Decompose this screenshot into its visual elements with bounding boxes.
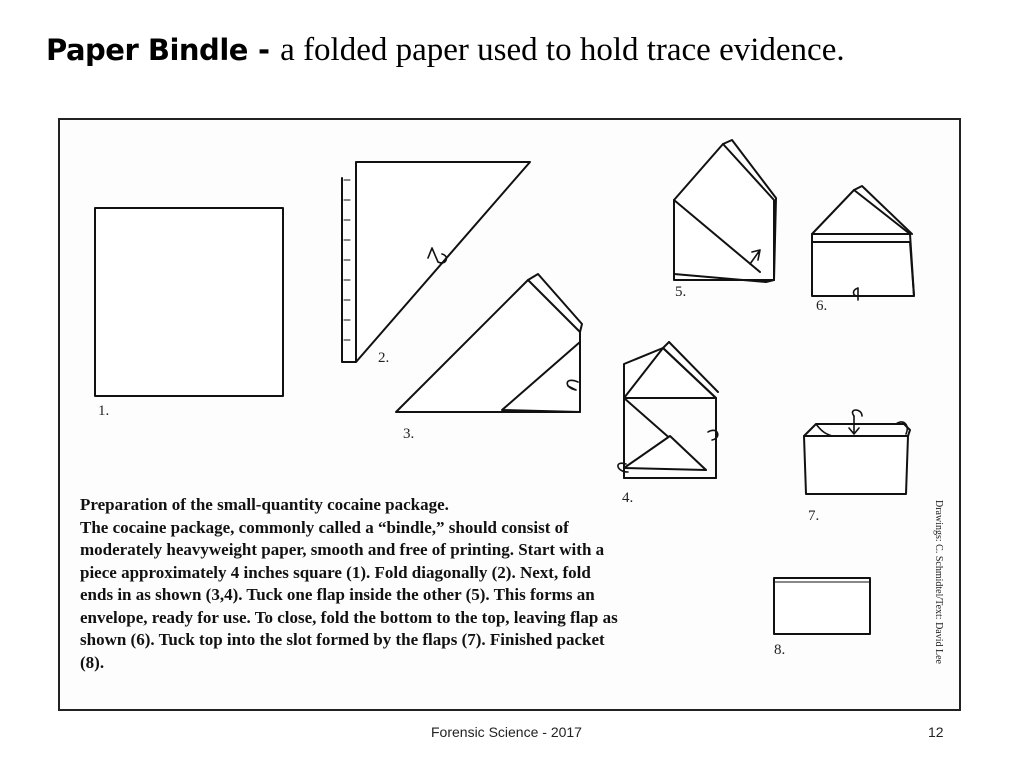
bindle-folding-figure [58, 118, 961, 711]
caption-body: The cocaine package, commonly called a “bindle,” should consist of moderately heavyweight paper, smooth and free of printing. Start with a piece approximately 4 inches square (1). Fold diagonally (2). Next, fold ends in as shown (3,4). Tuck one flap inside the other (5). This forms an envelope, ready for use. To close, fold the bottom to the top, leaving flap as shown (6). Tuck top into the slot formed by the flaps (7). Finished packet (8). [80, 517, 618, 672]
figure-caption [80, 494, 620, 674]
drawing-credit [930, 500, 950, 700]
footer-page-number: 12 [928, 724, 944, 740]
step6-fold-bottom [812, 186, 914, 300]
drawing-credit-text: Drawings: C. Schmidtel/Text: David Lee [933, 500, 944, 664]
step-4-label: 4. [622, 490, 634, 506]
step3-fold-ends [396, 274, 582, 412]
step-1-label: 1. [98, 403, 110, 419]
step4-second-fold [618, 342, 718, 478]
step7-tuck-top [804, 410, 910, 494]
step5-tuck-flap [674, 140, 776, 282]
title-definition: a folded paper used to hold trace evidence. [280, 32, 845, 68]
step-3-label: 3. [403, 426, 415, 442]
step-5-label: 5. [675, 284, 687, 300]
step-7-label: 7. [808, 508, 820, 524]
step-8-label: 8. [774, 642, 786, 658]
caption-heading: Preparation of the small-quantity cocaine package. [80, 495, 449, 514]
footer-course-title: Forensic Science - 2017 [431, 724, 582, 740]
step1-square-paper [95, 208, 283, 396]
step-2-label: 2. [378, 350, 390, 366]
step8-finished-packet [774, 578, 870, 634]
title-term: Paper Bindle [46, 33, 248, 67]
slide-title [46, 28, 1006, 72]
step-6-label: 6. [816, 298, 828, 314]
title-dash: - [247, 33, 281, 67]
